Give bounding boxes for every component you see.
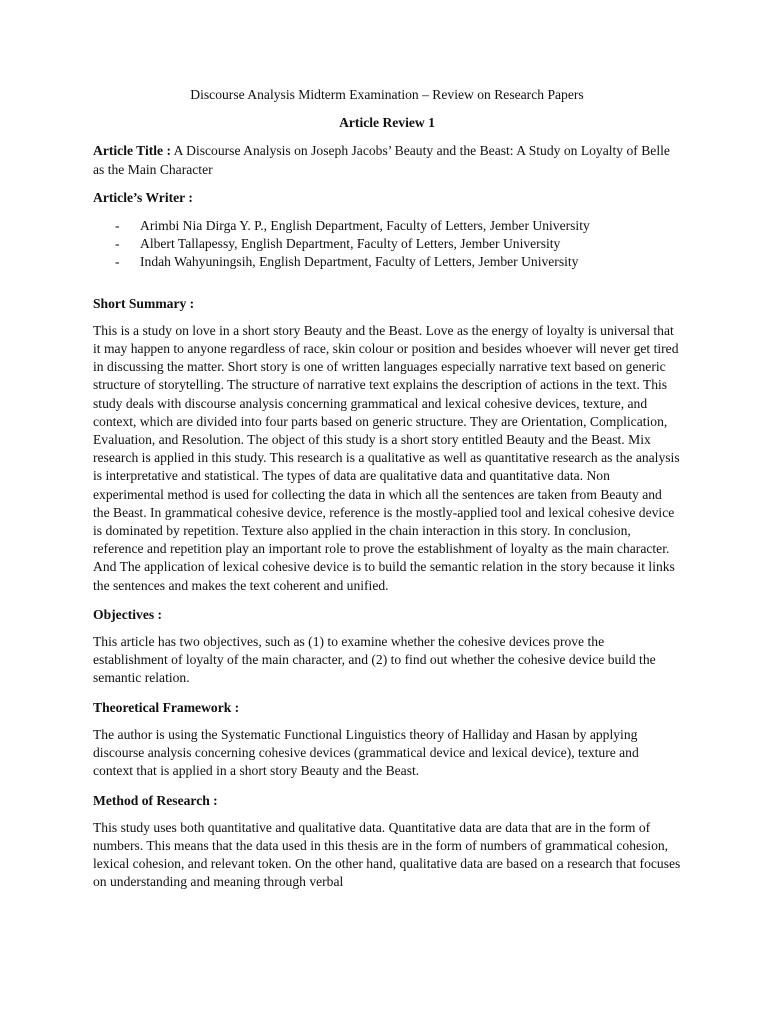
exam-header: Discourse Analysis Midterm Examination – Review on Research Papers — [190, 87, 584, 102]
writer-item: - Albert Tallapessy, English Department, Faculty of Letters, Jember University — [115, 236, 561, 252]
section-body: This article has two objectives, such as (1) to examine whether the cohesive devices prove the establishment of loyalty of the main character, and (2) to find out whether the cohesive device build the semantic relation. — [93, 634, 656, 686]
section-heading: Theoretical Framework : — [93, 699, 240, 715]
document-page — [93, 86, 681, 903]
section-body: This is a study on love in a short story Beauty and the Beast. Love as the energy of loyalty is universal that it may happen to anyone regardless of race, skin colour or position and besides whoever will never get tired in discussing the matter. Short story is one of written languages especially narrative text based on generic structure of storytelling. The structure of narrative text explains the description of actions in the text. This study deals with discourse analysis concerning grammatical and lexical cohesive devices, texture, and context, which are divided into four parts based on generic structure. They are Orientation, Complication, Evaluation, and Resolution. The object of this study is a short story entitled Beauty and the Beast. Mix research is applied in this study. This research is a qualitative as well as quantitative research as the analysis is interpretative and statistical. The types of data are qualitative data and quantitative data. Non experimental method is used for collecting the data in which all the sentences are taken from Beauty and the Beast. In grammatical cohesive device, reference is the mostly-applied tool and lexical cohesive device is dominated by repetition. Texture also applied in the chain interaction in this story. In conclusion, reference and repetition play an important role to prove the establishment of loyalty as the main character. And The application of lexical cohesive device is to build the semantic relation in the story because it links the sentences and makes the text coherent and unified. — [93, 322, 680, 593]
section-method-of-research — [93, 792, 681, 892]
article-title-label: Article Title : — [93, 143, 172, 159]
review-label: Article Review 1 — [339, 115, 435, 131]
section-body: This study uses both quantitative and qualitative data. Quantitative data are data that are in the form of numbers. This means that the data used in this thesis are in the form of numbers of grammatical cohesion, lexical cohesion, and relevant token. On the other hand, qualitative data are based on a research that focuses on understanding and meaning through verbal — [93, 819, 681, 890]
writers-label: Article’s Writer : — [93, 189, 193, 205]
writer-item: - Indah Wahyuningsih, English Department, Faculty of Letters, Jember University — [115, 254, 579, 270]
article-title-text: A Discourse Analysis on Joseph Jacobs’ Beauty and the Beast: A Study on Loyalty of Belle as the Main Character — [93, 143, 670, 177]
section-short-summary — [93, 295, 681, 595]
section-heading: Short Summary : — [93, 295, 195, 311]
section-theoretical-framework — [93, 699, 681, 781]
writer-text: Arimbi Nia Dirga Y. P., English Department, Faculty of Letters, Jember University — [140, 218, 590, 234]
writer-text: Indah Wahyuningsih, English Department, Faculty of Letters, Jember University — [140, 254, 579, 270]
writer-text: Albert Tallapessy, English Department, Faculty of Letters, Jember University — [140, 236, 561, 252]
writer-item: - Arimbi Nia Dirga Y. P., English Department, Faculty of Letters, Jember University — [115, 218, 590, 234]
section-heading: Method of Research : — [93, 792, 218, 808]
writers-list — [93, 217, 681, 272]
section-body: The author is using the Systematic Functional Linguistics theory of Halliday and Hasan by applying discourse analysis concerning cohesive devices (grammatical device and lexical device), texture and context that is applied in a short story Beauty and the Beast. — [93, 726, 639, 779]
article-title-block — [93, 142, 681, 178]
section-heading: Objectives : — [93, 606, 163, 622]
section-objectives — [93, 606, 681, 688]
